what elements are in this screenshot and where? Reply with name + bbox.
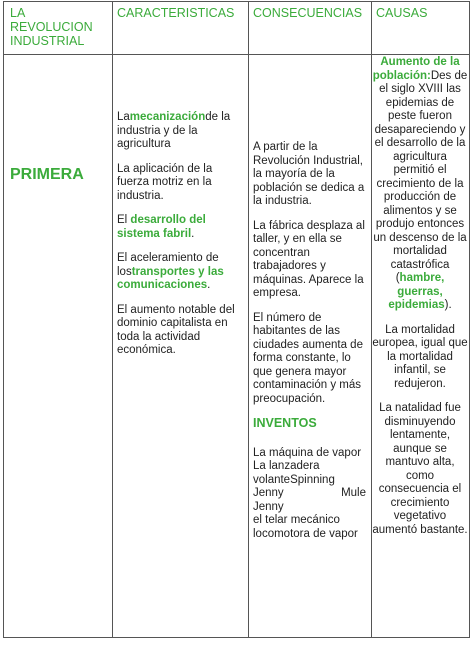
invento-item: Jenny: [253, 500, 284, 513]
header-causas: CAUSAS: [376, 6, 428, 20]
invento-item: Jenny Mule: [253, 487, 366, 499]
consecuencias-cell: [253, 141, 366, 541]
header-caracteristicas: CARACTERISTICAS: [117, 6, 235, 20]
caracteristica-item: El aceleramiento de lostransportes y las comunicaciones.: [117, 252, 224, 291]
invento-item: volanteSpinning: [253, 473, 335, 486]
invento-item: La lanzadera: [253, 460, 320, 472]
consecuencia-item: La fábrica desplaza al taller, y en ella se concentran trabajadores y máquinas. Aparece la empresa.: [253, 219, 365, 299]
causa-item: La mortalidad europea, igual que la mortalidad infantil, se redujeron.: [372, 323, 468, 390]
caracteristica-item: Lamecanizaciónde la industria y de la agricultura: [117, 111, 231, 150]
invento-item: La máquina de vapor: [253, 446, 362, 459]
causa-item: La natalidad fue disminuyendo lentamente, aunque se mantuvo alta, como consecuencia el crecimiento vegetativo aumentó bastante.: [372, 402, 468, 536]
inventos-title: INVENTOS: [253, 416, 317, 430]
consecuencia-item: El número de habitantes de las ciudades aumenta de forma constante, lo que genera mayor contaminación y más preocupación.: [253, 311, 363, 405]
header-consecuencias: CONSECUENCIAS: [253, 6, 363, 20]
row-label-primera: PRIMERA: [10, 166, 84, 183]
header-divider: [4, 54, 469, 55]
column-divider: [112, 2, 113, 637]
caracteristicas-cell: [117, 111, 241, 369]
invento-item: el telar mecánico: [253, 514, 340, 526]
header-line: INDUSTRIAL: [10, 34, 85, 48]
caracteristica-item: El desarrollo del sistema fabril.: [117, 214, 206, 240]
invento-item: locomotora de vapor: [253, 527, 358, 540]
causa-item: Aumento de la población:Des de el siglo XVIII las epidemias de peste fueron desapareciendo y el desarrollo de la agricultura permitió el crecimiento de la producción de alimentos y se produjo entonces un descenso de la mortalidad catastrófica (hambre, guerras, epidemias).: [372, 56, 468, 311]
consecuencia-item: A partir de la Revolución Industrial, la mayoría de la población se dedica a la industria.: [253, 141, 365, 207]
caracteristica-item: La aplicación de la fuerza motriz en la industria.: [117, 162, 213, 202]
caracteristica-item: El aumento notable del dominio capitalista en toda la actividad económica.: [117, 303, 235, 356]
column-divider: [248, 2, 249, 637]
causas-cell: [372, 56, 468, 548]
header-line: LA: [10, 6, 26, 20]
inventos-list: [253, 447, 366, 542]
header-line: REVOLUCION: [10, 20, 93, 34]
header-revolucion: [10, 6, 93, 48]
